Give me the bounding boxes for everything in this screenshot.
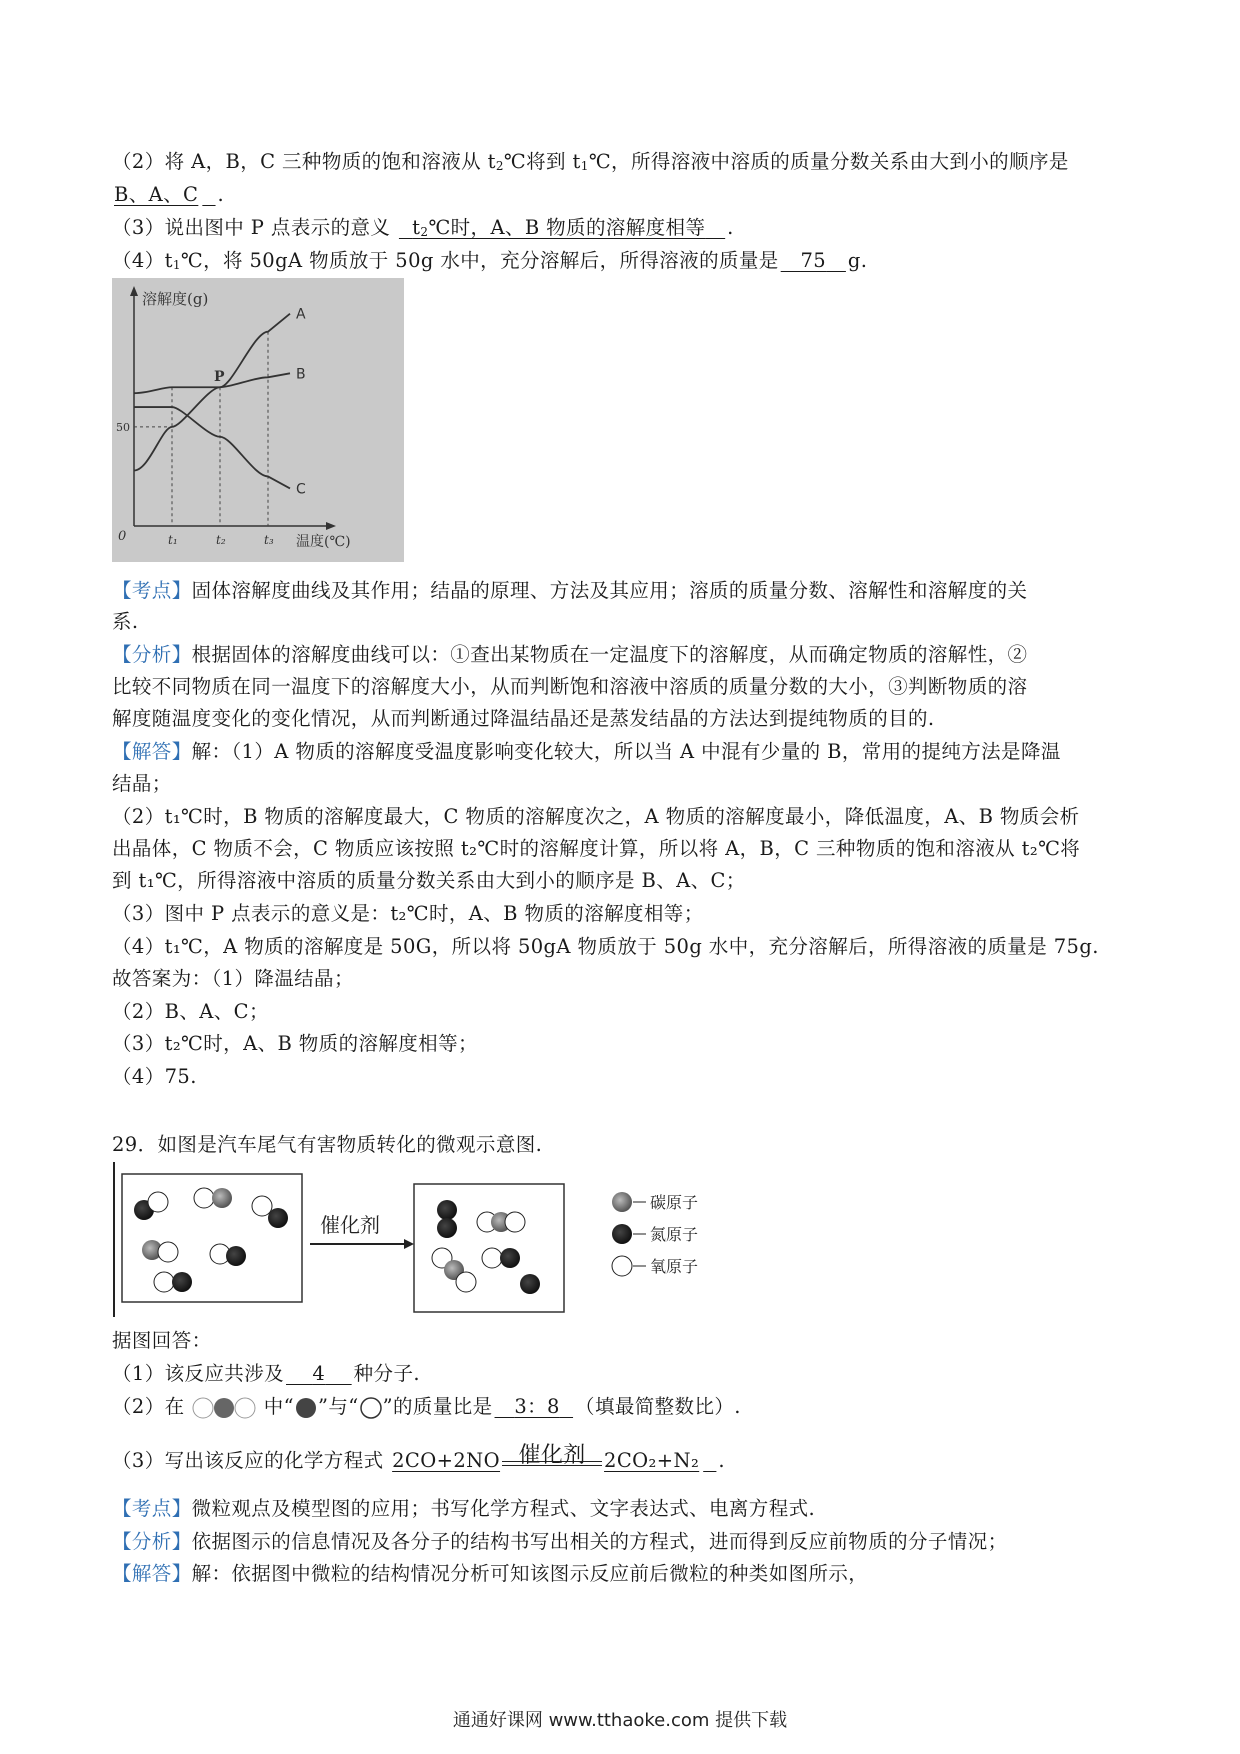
a28-answer-3: （3）t₂℃时，A、B 物质的溶解度相等；	[112, 1032, 478, 1055]
carbon-atom-icon	[294, 1396, 318, 1420]
x-tick-label: t₁	[168, 533, 178, 547]
molecule-co2	[432, 1248, 476, 1292]
x-tick-label: t₂	[216, 533, 226, 547]
oxygen-atom-icon	[359, 1396, 383, 1420]
molecule-no	[252, 1196, 288, 1228]
series-label-C: C	[296, 481, 306, 498]
molecule-no	[210, 1244, 246, 1266]
svg-text:氮原子: 氮原子	[650, 1225, 699, 1244]
q28-part2-answer: B、A、C .	[114, 183, 225, 206]
a28-jieda: 【解答】解：（1）A 物质的溶解度受温度影响变化较大，所以当 A 中混有少量的 B，常用的提纯方法是降温	[112, 740, 1061, 763]
molecule-no	[134, 1192, 168, 1220]
x-axis-arrow	[326, 522, 336, 530]
q28-part4: $(4)t_1℃$，将 50gA 物质放于 50g 水中，充分溶解后，所得溶液的质量是 75 g.	[112, 249, 868, 272]
series-label-B: B	[296, 366, 306, 383]
molecule-co	[142, 1240, 178, 1262]
a29-fenxi: 【分析】依据图示的信息情况及各分子的结构书写出相关的方程式，进而得到反应前物质的分子情况；	[112, 1530, 1008, 1553]
reaction-diagram-svg	[112, 1162, 802, 1317]
series-label-A: A	[296, 306, 306, 323]
a28-fenxi-3: 解度随温度变化的变化情况，从而判断通过降温结晶还是蒸发结晶的方法达到提纯物质的目的.	[112, 707, 935, 730]
a28-fenxi-2: 比较不同物质在同一温度下的溶解度大小，从而判断饱和溶液中溶质的质量分数的大小，③判断物质的溶	[112, 675, 1028, 698]
a28-fenxi: 【分析】根据固体的溶解度曲线可以：①查出某物质在一定温度下的溶解度，从而确定物质的溶解性，②	[112, 643, 1028, 666]
svg-text:氧原子: 氧原子	[650, 1257, 699, 1276]
a28-kaodian-2: 系.	[112, 610, 139, 633]
a28-jieda-6: （3）图中 P 点表示的意义是：t₂℃时，A、B 物质的溶解度相等；	[112, 902, 704, 925]
y-tick-label: 50	[116, 420, 130, 434]
molecule-n2	[520, 1274, 540, 1294]
a29-jieda: 【解答】解：依据图中微粒的结构情况分析可知该图示反应前后微粒的种类如图所示，	[112, 1562, 869, 1585]
point-p-label: P	[214, 369, 225, 386]
molecule-n2	[437, 1200, 457, 1238]
legend-carbon	[612, 1192, 698, 1212]
a28-jieda-7: （4）t₁℃，A 物质的溶解度是 50G，所以将 50gA 物质放于 50g 水中，充分溶解后，所得溶液的质量是 75g.	[112, 935, 1099, 958]
a29-kaodian: 【考点】微粒观点及模型图的应用；书写化学方程式、文字表达式、电离方程式.	[112, 1497, 816, 1520]
page-footer: 通通好课网 www.tthaoke.com 提供下载	[452, 1710, 788, 1731]
a28-jieda-2: 结晶；	[112, 772, 172, 795]
svg-text:碳原子: 碳原子	[650, 1193, 699, 1212]
molecule-no	[154, 1272, 192, 1292]
a28-kaodian: 【考点】固体溶解度曲线及其作用；结晶的原理、方法及其应用；溶质的质量分数、溶解性和溶解度的关	[112, 579, 1028, 602]
x-tick-label: t₃	[264, 533, 274, 547]
a28-jieda-4: 出晶体，C 物质不会，C 物质应该按照 t₂℃时的溶解度计算，所以将 A，B，C 三种物质的饱和溶液从 t₂℃将	[112, 837, 1081, 860]
reaction-diagram	[112, 1162, 802, 1317]
a28-answer-2: （2）B、A、C；	[112, 1000, 269, 1023]
catalyst-label: 催化剂	[320, 1213, 380, 1237]
curve-C	[134, 407, 290, 488]
molecule-co2	[477, 1212, 525, 1232]
molecule-co	[194, 1188, 232, 1208]
a28-jieda-3: （2）t₁℃时，B 物质的溶解度最大，C 物质的溶解度次之，A 物质的溶解度最小，降低温度，A、B 物质会析	[112, 805, 1080, 828]
legend-nitrogen	[612, 1224, 698, 1244]
legend-oxygen	[612, 1256, 698, 1276]
x-axis-label: 温度(℃)	[296, 534, 351, 550]
co2-molecule-icon	[191, 1395, 257, 1421]
y-axis-label: 溶解度(g)	[142, 290, 209, 308]
y-axis-arrow	[130, 286, 138, 296]
solubility-chart	[112, 278, 404, 562]
a28-answer-4: （4）75.	[112, 1065, 197, 1088]
q29-part1: （1）该反应共涉及 4 种分子.	[112, 1362, 420, 1385]
q29-part2: （2）在 中“ ”与“ ”的质量比是 3：8 （填最简整数比）.	[112, 1392, 741, 1422]
q28-part2: （2）将 A，B，C 三种物质的饱和溶液从 $t_2℃$将到 $t_1℃$，所得溶液中溶质的质量分数关系由大到小的顺序是	[112, 150, 1069, 173]
q28-part3: （3）说出图中 P 点表示的意义 $t_2℃$时，A、B 物质的溶解度相等 .	[112, 216, 734, 239]
q29-ask: 据图回答：	[112, 1329, 212, 1352]
a28-answer-0: 故答案为：（1）降温结晶；	[112, 967, 354, 990]
q29-part3: （3）写出该反应的化学方程式 2CO+2NO 催化剂 2CO₂+N₂ .	[112, 1443, 726, 1472]
origin-label: 0	[118, 529, 127, 544]
a28-jieda-5: 到 t₁℃，所得溶液中溶质的质量分数关系由大到小的顺序是 B、A、C；	[112, 869, 746, 892]
q29-title: 29．如图是汽车尾气有害物质转化的微观示意图.	[112, 1133, 543, 1156]
molecule-n2	[482, 1248, 520, 1268]
curve-A	[134, 314, 290, 471]
solubility-chart-svg	[112, 278, 404, 562]
